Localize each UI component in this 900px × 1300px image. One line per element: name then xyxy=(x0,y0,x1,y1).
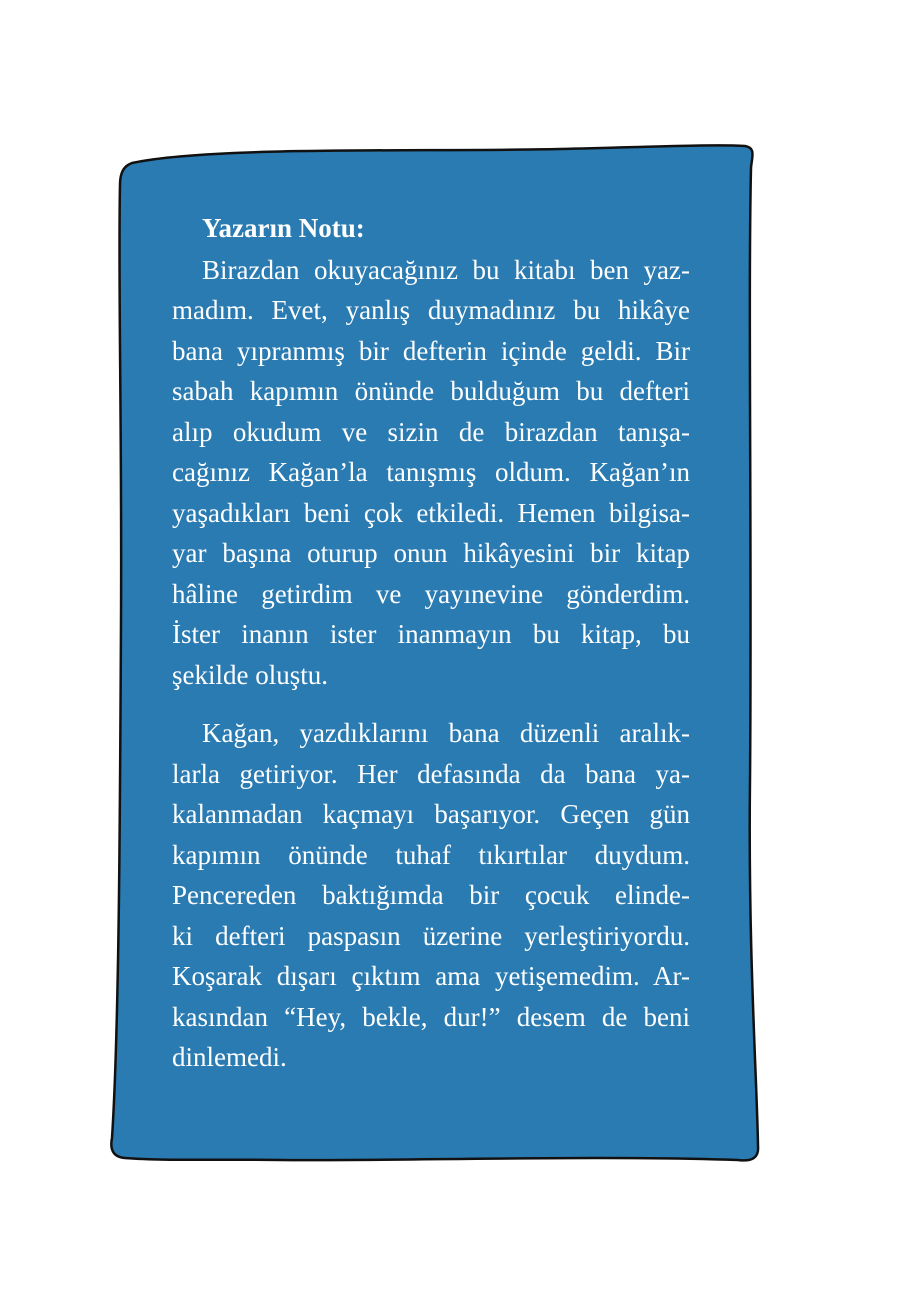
paragraph-line: Koşarak dışarı çıktım ama yetişemedim. Ar- xyxy=(172,961,690,991)
paragraph-line: Pencereden baktığımda bir çocuk elinde- xyxy=(172,880,690,910)
paragraph-line: Kağan, yazdıklarını bana düzenli aralık- xyxy=(202,718,690,748)
paragraph-line: sabah kapımın önünde bulduğum bu defteri xyxy=(172,376,690,406)
paragraph-line: yaşadıkları beni çok etkiledi. Hemen bilgisa- xyxy=(172,497,690,528)
paragraph-line: larla getiriyor. Her defasında da bana ya- xyxy=(172,758,690,789)
paragraph-line: cağınız Kağan’la tanışmış oldum. Kağan’ın xyxy=(172,457,690,487)
paragraph-line: kasından “Hey, bekle, dur!” desem de beni xyxy=(172,1001,690,1032)
paragraph-line: hâline getirdim ve yayınevine gönderdim. xyxy=(172,578,690,609)
paragraph-line: ki defteri paspasın üzerine yerleştiriyordu. xyxy=(172,920,690,951)
paragraph-line: İster inanın ister inanmayın bu kitap, bu xyxy=(172,619,690,649)
paragraph-line: şekilde oluştu. xyxy=(172,659,328,690)
paragraph-line: Birazdan okuyacağınız bu kitabı ben yaz- xyxy=(202,254,690,285)
authors-note xyxy=(172,208,690,1078)
note-paragraph-2 xyxy=(172,713,690,1078)
paragraph-line: kapımın önünde tuhaf tıkırtılar duydum. xyxy=(172,839,690,870)
paragraph-line: yar başına oturup onun hikâyesini bir kitap xyxy=(172,538,690,568)
paragraph-line: madım. Evet, yanlış duymadınız bu hikâye xyxy=(172,295,690,325)
paragraph-line: alıp okudum ve sizin de birazdan tanışa- xyxy=(172,416,690,447)
paragraph-line: bana yıpranmış bir defterin içinde geldi. Bir xyxy=(172,335,690,366)
paragraph-line: dinlemedi. xyxy=(172,1042,287,1072)
note-heading: Yazarın Notu: xyxy=(202,213,365,243)
paragraph-line: kalanmadan kaçmayı başarıyor. Geçen gün xyxy=(172,799,690,829)
note-paragraph-1 xyxy=(172,250,690,696)
